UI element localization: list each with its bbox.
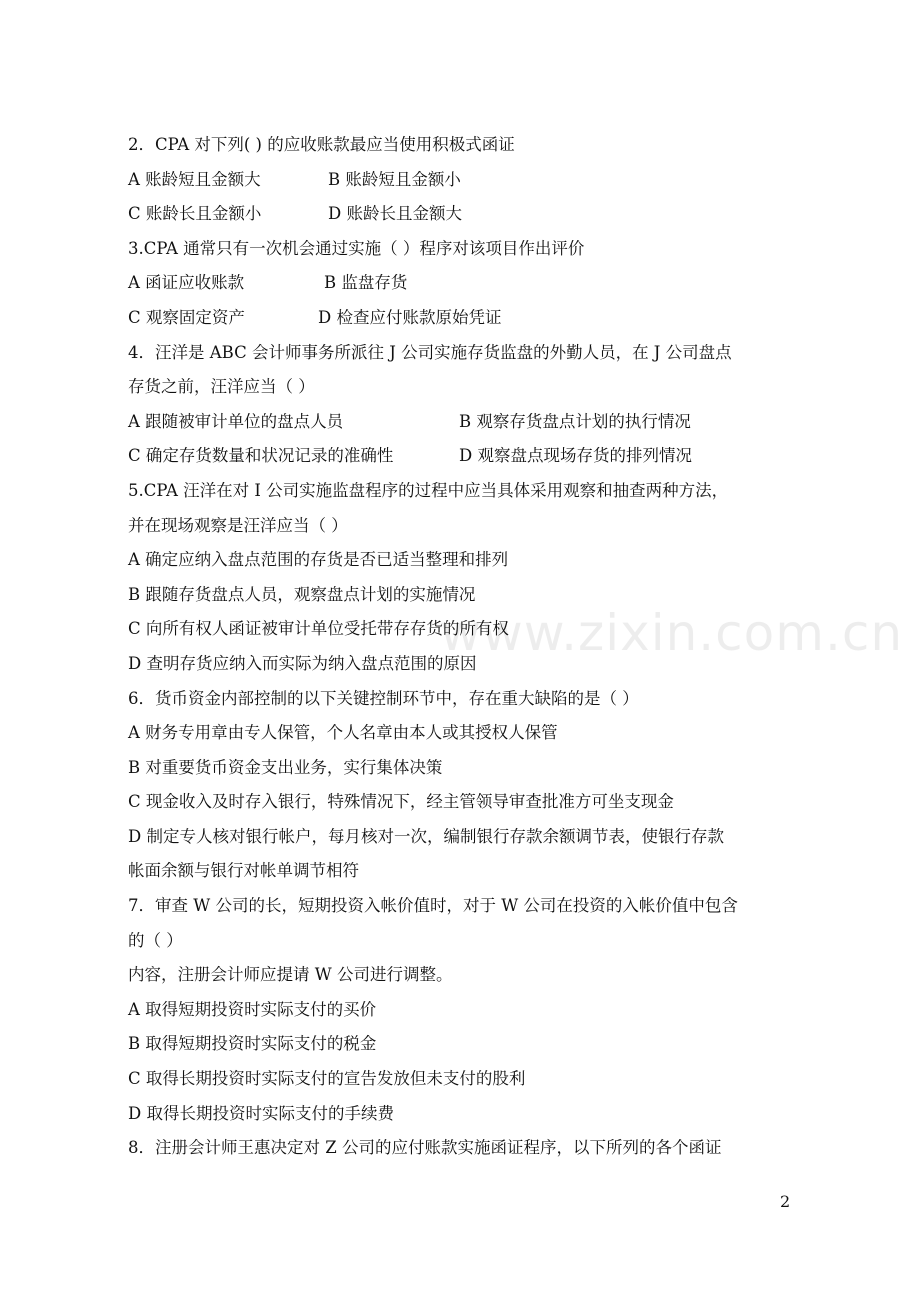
text-line: 8．注册会计师王惠决定对 Z 公司的应付账款实施函证程序，以下所列的各个函证	[128, 1138, 722, 1158]
text-line: 7．审查 W 公司的长，短期投资入帐价值时，对于 W 公司在投资的入帐价值中包含	[128, 896, 738, 916]
option-row	[128, 163, 796, 198]
option-row	[128, 301, 796, 336]
option-row	[128, 266, 796, 301]
option-left: A 跟随被审计单位的盘点人员	[128, 411, 344, 431]
option-left: C 观察固定资产	[128, 307, 245, 327]
option-row	[128, 197, 796, 232]
text-line: 的（ ）	[128, 930, 183, 950]
watermark: www.zixin.com.cn	[440, 604, 904, 662]
text-line: 内容，注册会计师应提请 W 公司进行调整。	[128, 965, 453, 985]
text-line: 并在现场观察是汪洋应当（ ）	[128, 515, 348, 535]
option-right: D 观察盘点现场存货的排列情况	[459, 446, 692, 466]
text-line: B 对重要货币资金支出业务，实行集体决策	[128, 757, 443, 777]
text-line: D 制定专人核对银行帐户，每月核对一次，编制银行存款余额调节表，使银行存款	[128, 826, 724, 846]
text-line: 6．货币资金内部控制的以下关键控制环节中，存在重大缺陷的是（ ）	[128, 688, 639, 708]
option-right: D 账龄长且金额大	[328, 204, 462, 224]
option-left: C 确定存货数量和状况记录的准确性	[128, 446, 394, 466]
text-line: A 取得短期投资时实际支付的买价	[128, 999, 377, 1019]
option-right: D 检查应付账款原始凭证	[318, 307, 502, 327]
text-line: 帐面余额与银行对帐单调节相符	[128, 861, 359, 881]
text-line: B 取得短期投资时实际支付的税金	[128, 1034, 377, 1054]
option-row	[128, 439, 796, 474]
text-line: 4．汪洋是 ABC 会计师事务所派往 J 公司实施存货监盘的外勤人员，在 J 公司盘点	[128, 342, 732, 362]
text-line: C 取得长期投资时实际支付的宣告发放但未支付的股利	[128, 1069, 526, 1089]
text-line: D 查明存货应纳入而实际为纳入盘点范围的原因	[128, 653, 477, 673]
option-right: B 观察存货盘点计划的执行情况	[459, 411, 691, 431]
option-right: B 监盘存货	[324, 273, 408, 293]
text-line: A 确定应纳入盘点范围的存货是否已适当整理和排列	[128, 550, 509, 570]
text-line: 5.CPA 汪洋在对 I 公司实施监盘程序的过程中应当具体采用观察和抽查两种方法，	[128, 480, 729, 500]
text-line: D 取得长期投资时实际支付的手续费	[128, 1103, 394, 1123]
page-number: 2	[780, 1192, 791, 1211]
text-line: 存货之前，汪洋应当（ ）	[128, 377, 315, 397]
text-line: 3.CPA 通常只有一次机会通过实施（ ）程序对该项目作出评价	[128, 238, 585, 258]
option-right: B 账龄短且金额小	[328, 169, 461, 189]
text-line: C 现金收入及时存入银行，特殊情况下，经主管领导审查批准方可坐支现金	[128, 792, 674, 812]
option-left: A 函证应收账款	[128, 273, 245, 293]
text-line: 2．CPA 对下列( ) 的应收账款最应当使用积极式函证	[128, 135, 515, 154]
option-left: C 账龄长且金额小	[128, 204, 262, 224]
option-row	[128, 405, 796, 440]
option-left: A 账龄短且金额大	[128, 169, 261, 189]
text-line: C 向所有权人函证被审计单位受托带存存货的所有权	[128, 619, 509, 639]
text-line: A 财务专用章由专人保管，个人名章由本人或其授权人保管	[128, 723, 558, 743]
text-line: B 跟随存货盘点人员，观察盘点计划的实施情况	[128, 584, 476, 604]
